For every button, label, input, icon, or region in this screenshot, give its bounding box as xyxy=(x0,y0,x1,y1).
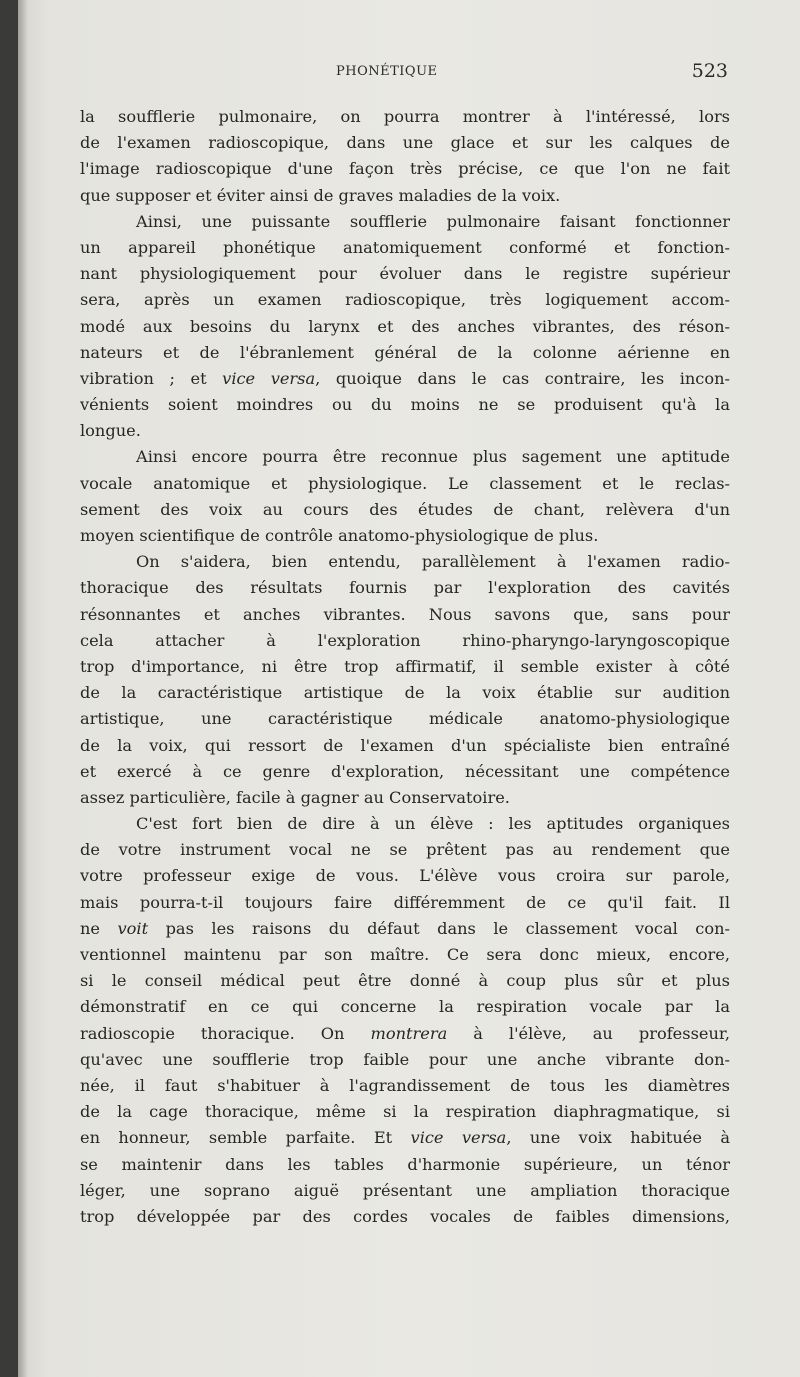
text-line: de l'examen radioscopique, dans une glace et sur les calques de xyxy=(80,133,730,153)
italic-text: vice versa xyxy=(410,1128,507,1148)
text-segment: , quoique dans le cas contraire, les incon- xyxy=(315,368,730,388)
text-line: née, il faut s'habituer à l'agrandissement de tous les diamètres xyxy=(80,1075,730,1095)
text-line xyxy=(80,1125,730,1151)
book-page xyxy=(18,0,800,1377)
text-line: On s'aidera, bien entendu, parallèlement à l'examen radio- xyxy=(136,552,730,572)
text-line: Ainsi, une puissante soufflerie pulmonaire faisant fonctionner xyxy=(136,211,730,231)
text-line: trop développée par des cordes vocales de faibles dimensions, xyxy=(80,1206,730,1226)
text-line: vocale anatomique et physiologique. Le classement et le reclas- xyxy=(80,473,730,493)
text-line: sement des voix au cours des études de chant, relèvera d'un xyxy=(80,499,730,519)
text-line: vénients soient moindres ou du moins ne se produisent qu'à la xyxy=(80,395,730,415)
text-line: mais pourra-t-il toujours faire différemment de ce qu'il fait. Il xyxy=(80,892,730,912)
text-line xyxy=(80,1021,730,1047)
text-line: trop d'importance, ni être trop affirmatif, il semble exister à côté xyxy=(80,656,730,676)
text-line: Ainsi encore pourra être reconnue plus sagement une aptitude xyxy=(136,447,730,467)
text-line: moyen scientifique de contrôle anatomo-physiologique de plus. xyxy=(80,526,599,545)
text-segment: ne xyxy=(80,918,118,938)
text-line: si le conseil médical peut être donné à coup plus sûr et plus xyxy=(80,971,730,991)
italic-text: voit xyxy=(117,918,149,938)
italic-text: montrera xyxy=(370,1023,448,1043)
text-line: longue. xyxy=(80,421,141,441)
text-line: assez particulière, facile à gagner au Conservatoire. xyxy=(80,787,510,807)
text-segment: à l'élève, au professeur, xyxy=(447,1023,730,1043)
text-line: et exercé à ce genre d'exploration, nécessitant une compétence xyxy=(80,761,730,781)
text-line: votre professeur exige de vous. L'élève vous croira sur parole, xyxy=(80,866,730,886)
text-line: nateurs et de l'ébranlement général de la colonne aérienne en xyxy=(80,342,730,362)
text-line: l'image radioscopique d'une façon très précise, ce que l'on ne fait xyxy=(80,159,730,179)
text-line: que supposer et éviter ainsi de graves maladies de la voix. xyxy=(80,185,561,205)
text-line: sera, après un examen radioscopique, très logiquement accom- xyxy=(80,290,730,310)
text-line: la soufflerie pulmonaire, on pourra montrer à l'intéressé, lors xyxy=(80,107,730,126)
italic-text: vice versa xyxy=(222,368,316,388)
text-line: artistique, une caractéristique médicale anatomo-physiologique xyxy=(80,709,730,729)
text-line: qu'avec une soufflerie trop faible pour une anche vibrante don- xyxy=(80,1049,730,1069)
text-segment: , une voix habituée à xyxy=(506,1128,730,1148)
text-line xyxy=(80,366,730,392)
text-line: modé aux besoins du larynx et des anches vibrantes, des réson- xyxy=(80,316,730,336)
text-segment: pas les raisons du défaut dans le classement vocal con- xyxy=(148,918,730,938)
text-line: C'est fort bien de dire à un élève : les aptitudes organiques xyxy=(136,814,730,834)
page-header xyxy=(18,62,800,84)
text-segment: en honneur, semble parfaite. Et xyxy=(80,1128,411,1148)
text-segment: radioscopie thoracique. On xyxy=(80,1023,371,1043)
text-line: thoracique des résultats fournis par l'exploration des cavités xyxy=(80,578,730,598)
running-title: PHONÉTIQUE xyxy=(336,64,438,79)
text-segment: vibration ; et xyxy=(80,368,223,388)
body-text xyxy=(80,104,730,1230)
text-line: cela attacher à l'exploration rhino-pharyngo-laryngoscopique xyxy=(80,630,730,650)
text-line: de la caractéristique artistique de la voix établie sur audition xyxy=(80,683,730,703)
text-line: léger, une soprano aiguë présentant une ampliation thoracique xyxy=(80,1180,730,1200)
text-line: de la cage thoracique, même si la respiration diaphragmatique, si xyxy=(80,1102,730,1122)
text-line xyxy=(80,916,730,942)
text-line: de la voix, qui ressort de l'examen d'un spécialiste bien entraîné xyxy=(80,735,730,755)
text-line: de votre instrument vocal ne se prêtent pas au rendement que xyxy=(80,840,730,860)
page-number: 523 xyxy=(691,60,728,82)
text-line: ventionnel maintenu par son maître. Ce sera donc mieux, encore, xyxy=(80,945,730,964)
text-line: nant physiologiquement pour évoluer dans le registre supérieur xyxy=(80,264,730,284)
text-line: démonstratif en ce qui concerne la respiration vocale par la xyxy=(80,997,730,1017)
text-line: un appareil phonétique anatomiquement conformé et fonction- xyxy=(80,237,730,257)
text-line: se maintenir dans les tables d'harmonie supérieure, un ténor xyxy=(80,1154,730,1174)
text-line: résonnantes et anches vibrantes. Nous savons que, sans pour xyxy=(80,604,730,624)
